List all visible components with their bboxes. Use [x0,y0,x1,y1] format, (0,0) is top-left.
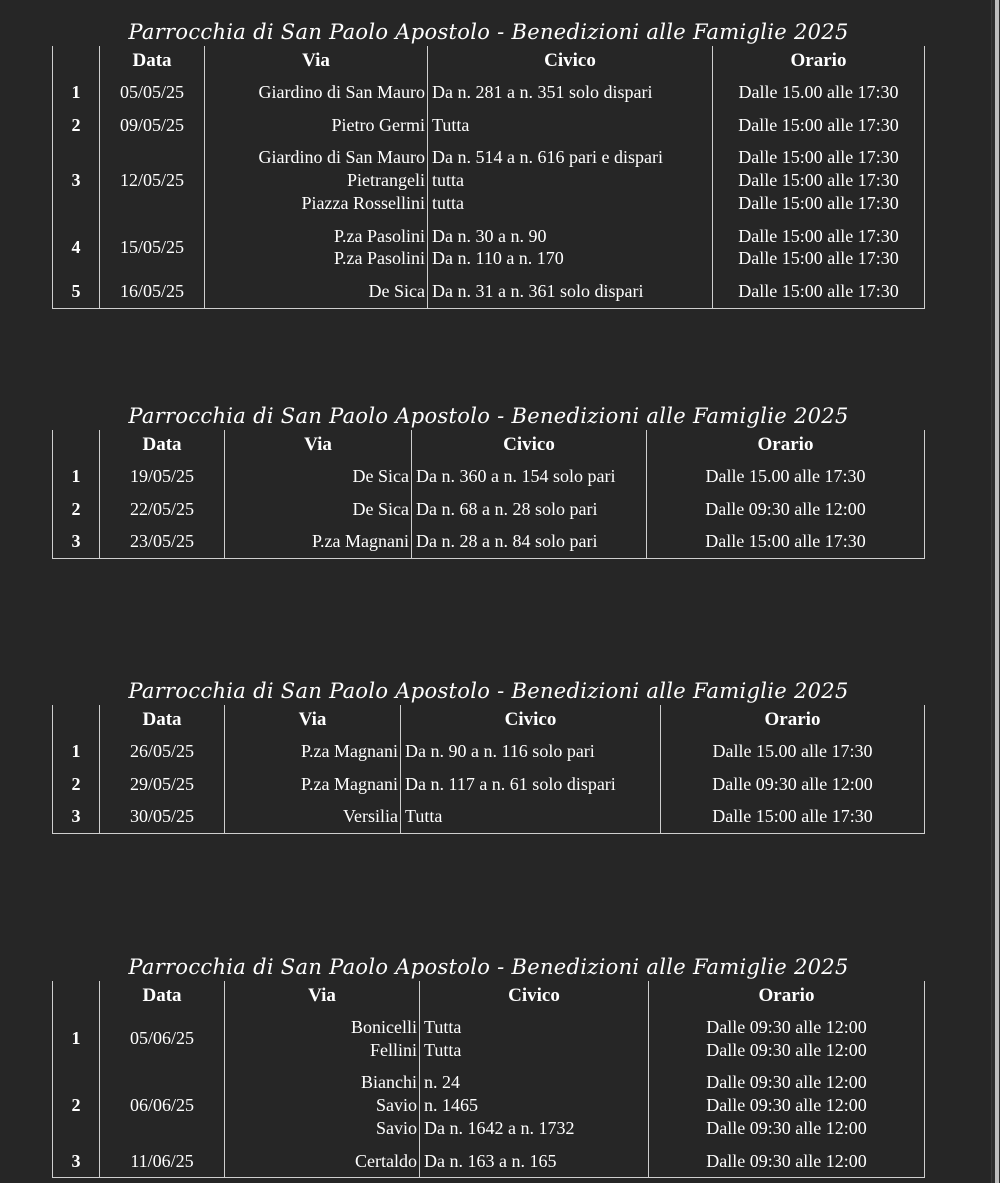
row-time [649,1066,925,1144]
civic-range: Da n. 31 a n. 361 solo dispari [432,280,644,301]
row-civic [420,1066,649,1144]
table-row [53,141,925,219]
time-range: Dalle 09:30 alle 12:00 [706,1150,867,1171]
schedule-title: Parrocchia di San Paolo Apostolo - Benedizioni alle Famiglie 2025 [128,20,849,44]
row-time [713,275,925,308]
table-row [53,1145,925,1178]
street-name: P.za Pasolini [333,248,425,269]
col-header-data: Data [100,981,225,1011]
civic-range: n. 1465 [424,1095,478,1116]
row-number: 3 [71,531,81,552]
scrollbar-thumb[interactable] [995,0,999,1183]
col-header-data: Data [100,46,205,76]
row-number: 3 [71,1150,81,1171]
street-name: De Sica [368,280,425,301]
time-range: Dalle 15:00 alle 17:30 [738,192,899,213]
row-civic [428,141,713,219]
street-name: De Sica [352,498,409,519]
time-range: Dalle 15.00 alle 17:30 [738,82,899,102]
row-civic [401,768,661,801]
time-range: Dalle 09:30 alle 12:00 [712,773,873,794]
row-time [713,109,925,142]
row-number: 1 [71,741,81,761]
schedule-table [52,705,925,834]
row-time [649,1011,925,1066]
row-civic [428,275,713,308]
street-name: Savio [375,1117,417,1138]
col-header-civico: Civico [401,705,661,735]
table-row [53,493,925,526]
schedule-table [52,430,925,559]
row-time [713,76,925,109]
row-date: 29/05/25 [100,768,225,801]
row-civic [420,1145,649,1178]
col-header-num [53,981,100,1011]
col-header-orario: Orario [647,430,925,460]
street-name: P.za Magnani [301,773,398,794]
civic-range: Da n. 117 a n. 61 solo dispari [405,773,616,794]
row-street [225,525,412,558]
row-time [649,1145,925,1178]
col-header-num [53,430,100,460]
table-row [53,109,925,142]
table-row [53,525,925,558]
row-date: 30/05/25 [100,800,225,833]
row-number: 4 [71,236,81,257]
civic-range: n. 24 [424,1072,460,1093]
col-header-num [53,46,100,76]
row-number: 3 [71,806,81,827]
row-number: 3 [71,170,81,191]
row-date: 06/06/25 [100,1066,225,1144]
time-range: Dalle 09:30 alle 12:00 [705,498,866,519]
time-range: Dalle 15:00 alle 17:30 [738,170,899,191]
row-number: 2 [71,1095,81,1116]
time-range: Dalle 15:00 alle 17:30 [738,114,899,135]
civic-range: Da n. 28 a n. 84 solo pari [416,531,598,552]
row-street [205,141,428,219]
civic-range: Tutta [424,1017,462,1037]
row-civic [412,525,647,558]
col-header-orario: Orario [649,981,925,1011]
col-header-orario: Orario [661,705,925,735]
row-time [661,800,925,833]
vertical-scrollbar[interactable] [991,0,1000,1183]
row-street [205,76,428,109]
schedule-block-2 [52,404,925,559]
street-name: Piazza Rossellini [301,192,425,213]
table-row [53,1066,925,1144]
row-street [205,109,428,142]
row-number: 1 [71,466,81,486]
civic-range: tutta [432,170,464,191]
row-date: 26/05/25 [100,735,225,768]
table-row [53,460,925,493]
col-header-via: Via [225,981,420,1011]
time-range: Dalle 15.00 alle 17:30 [705,466,866,486]
street-name: Fellini [369,1039,417,1060]
time-range: Dalle 09:30 alle 12:00 [706,1095,867,1116]
civic-range: Tutta [405,806,443,827]
row-date: 22/05/25 [100,493,225,526]
col-header-orario: Orario [713,46,925,76]
street-name: P.za Pasolini [333,225,425,246]
table-row [53,1011,925,1066]
row-time [661,768,925,801]
schedule-block-4 [52,955,925,1178]
row-number: 2 [71,498,81,519]
row-street [225,735,401,768]
row-street [225,1066,420,1144]
row-time [647,460,925,493]
street-name: Giardino di San Mauro [258,82,425,102]
time-range: Dalle 15:00 alle 17:30 [738,147,899,168]
row-number: 1 [71,1028,81,1049]
table-row [53,735,925,768]
row-time [647,493,925,526]
civic-range: Da n. 514 a n. 616 pari e dispari [432,147,663,168]
street-name: Certaldo [355,1150,417,1171]
schedule-table [52,981,925,1178]
table-row [53,76,925,109]
row-number: 2 [71,773,81,794]
col-header-data: Data [100,430,225,460]
row-civic [401,735,661,768]
civic-range: tutta [432,192,464,213]
civic-range: Da n. 360 a n. 154 solo pari [416,466,616,486]
time-range: Dalle 09:30 alle 12:00 [706,1039,867,1060]
row-number: 5 [71,280,81,301]
row-date: 19/05/25 [100,460,225,493]
street-name: P.za Magnani [301,741,398,761]
schedule-title: Parrocchia di San Paolo Apostolo - Benedizioni alle Famiglie 2025 [128,955,849,979]
time-range: Dalle 15.00 alle 17:30 [712,741,873,761]
street-name: Giardino di San Mauro [258,147,425,168]
schedule-title: Parrocchia di San Paolo Apostolo - Benedizioni alle Famiglie 2025 [128,679,849,703]
schedule-table [52,46,925,309]
street-name: Savio [375,1095,417,1116]
table-row [53,220,925,275]
civic-range: Tutta [432,114,470,135]
col-header-data: Data [100,705,225,735]
street-name: Versilia [343,806,398,827]
row-civic [428,109,713,142]
row-number: 2 [71,114,81,135]
row-street [205,275,428,308]
table-row [53,275,925,308]
row-time [713,141,925,219]
col-header-civico: Civico [428,46,713,76]
schedule-block-3 [52,679,925,834]
civic-range: Da n. 30 a n. 90 [432,225,547,246]
col-header-via: Via [225,705,401,735]
row-date: 09/05/25 [100,109,205,142]
civic-range: Tutta [424,1039,462,1060]
row-date: 12/05/25 [100,141,205,219]
table-row [53,800,925,833]
street-name: Pietro Germi [331,114,425,135]
row-date: 15/05/25 [100,220,205,275]
time-range: Dalle 09:30 alle 12:00 [706,1072,867,1093]
row-date: 05/05/25 [100,76,205,109]
row-civic [428,76,713,109]
col-header-via: Via [205,46,428,76]
row-date: 05/06/25 [100,1011,225,1066]
row-number: 1 [71,82,81,102]
row-civic [401,800,661,833]
row-civic [428,220,713,275]
row-civic [420,1011,649,1066]
row-date: 11/06/25 [100,1145,225,1178]
row-street [225,1145,420,1178]
civic-range: Da n. 163 a n. 165 [424,1150,557,1171]
row-time [713,220,925,275]
civic-range: Da n. 68 a n. 28 solo pari [416,498,598,519]
row-street [225,1011,420,1066]
time-range: Dalle 15:00 alle 17:30 [738,225,899,246]
street-name: Bonicelli [351,1017,417,1037]
col-header-via: Via [225,430,412,460]
row-civic [412,493,647,526]
row-street [225,493,412,526]
row-date: 16/05/25 [100,275,205,308]
time-range: Dalle 09:30 alle 12:00 [706,1017,867,1037]
civic-range: Da n. 110 a n. 170 [432,248,564,269]
street-name: P.za Magnani [312,531,409,552]
street-name: Bianchi [361,1072,417,1093]
civic-range: Da n. 90 a n. 116 solo pari [405,741,595,761]
time-range: Dalle 15:00 alle 17:30 [738,280,899,301]
street-name: De Sica [352,466,409,486]
time-range: Dalle 09:30 alle 12:00 [706,1117,867,1138]
row-street [205,220,428,275]
row-date: 23/05/25 [100,525,225,558]
row-street [225,460,412,493]
row-time [647,525,925,558]
schedule-title: Parrocchia di San Paolo Apostolo - Benedizioni alle Famiglie 2025 [128,404,849,428]
time-range: Dalle 15:00 alle 17:30 [705,531,866,552]
civic-range: Da n. 1642 a n. 1732 [424,1117,575,1138]
table-row [53,768,925,801]
row-civic [412,460,647,493]
street-name: Pietrangeli [347,170,425,191]
time-range: Dalle 15:00 alle 17:30 [712,806,873,827]
col-header-civico: Civico [412,430,647,460]
row-time [661,735,925,768]
col-header-civico: Civico [420,981,649,1011]
row-street [225,768,401,801]
row-street [225,800,401,833]
time-range: Dalle 15:00 alle 17:30 [738,248,899,269]
civic-range: Da n. 281 a n. 351 solo dispari [432,82,653,102]
schedule-block-1 [52,20,925,309]
col-header-num [53,705,100,735]
